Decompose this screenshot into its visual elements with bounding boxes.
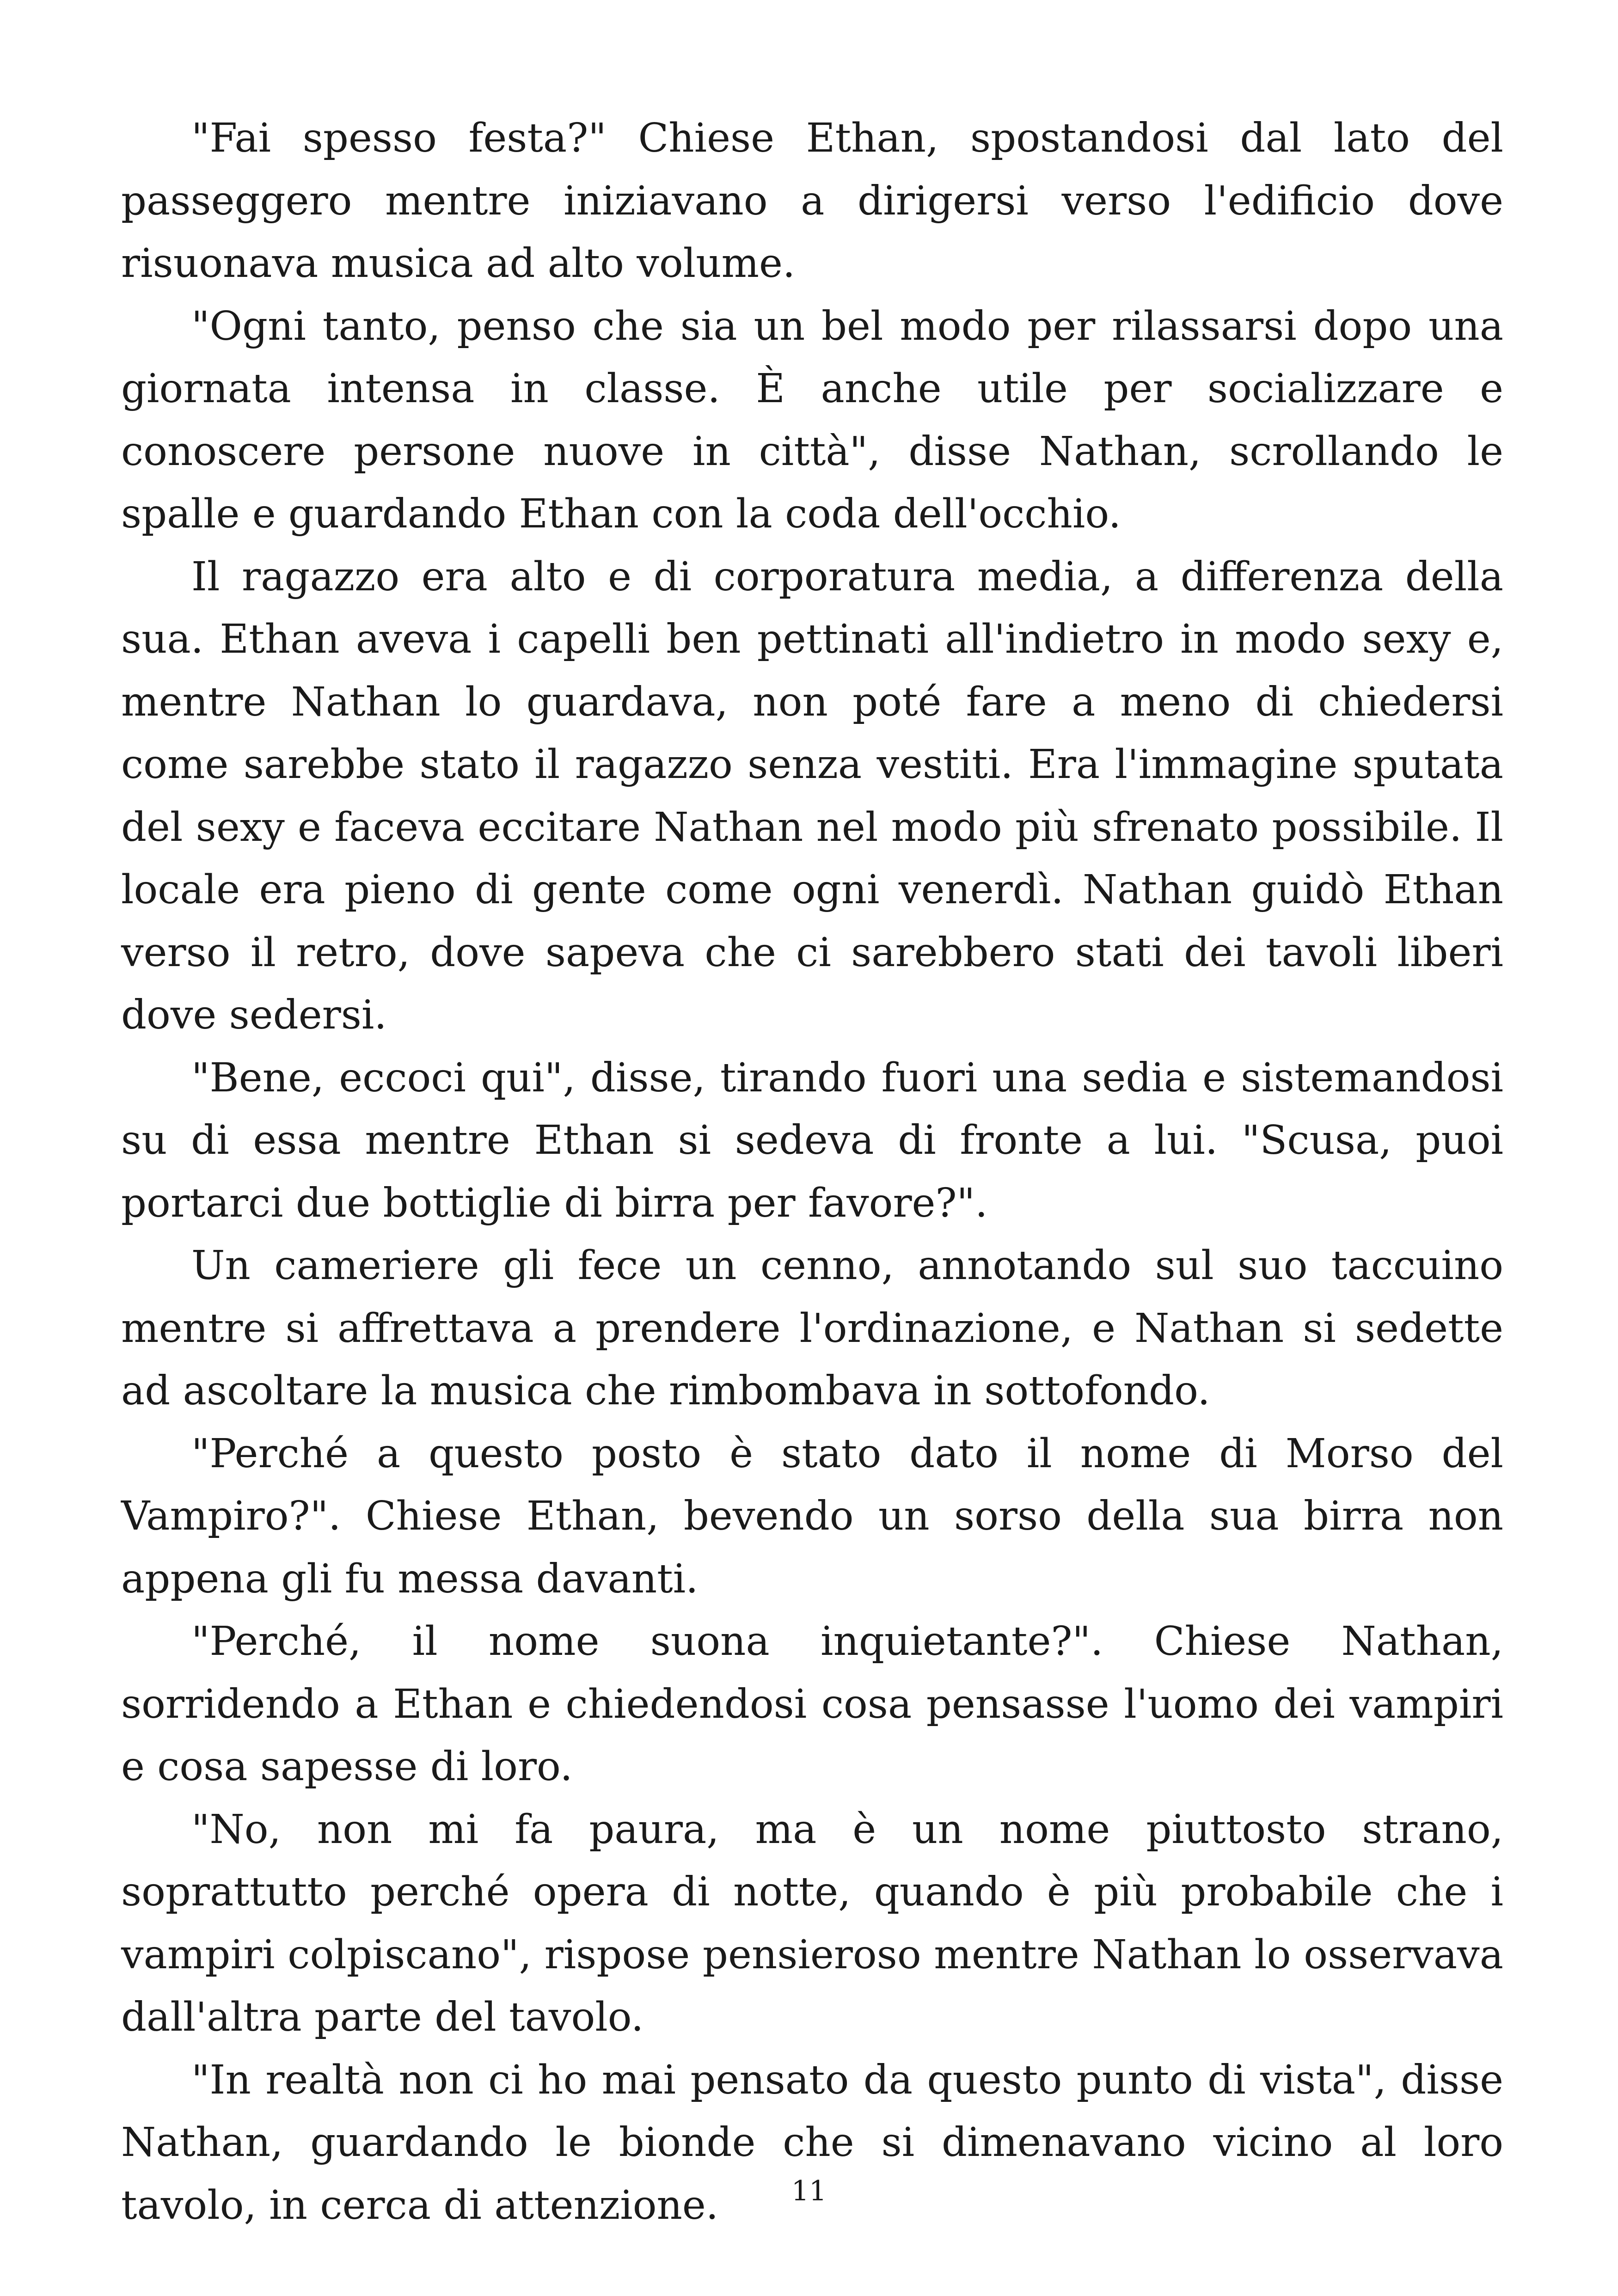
- paragraph: "Ogni tanto, penso che sia un bel modo per rilassarsi dopo una giornata intensa in classe. È anche utile per socializzare e conoscere persone nuove in città", disse Nathan, scrollando le spalle e guardando Ethan con la coda dell'occhio.: [121, 303, 1503, 537]
- body-text: [121, 107, 1503, 2237]
- paragraph: "No, non mi fa paura, ma è un nome piuttosto strano, soprattutto perché opera di notte, quando è più probabile che i vampiri colpiscano", rispose pensieroso mentre Nathan lo osservava dall'altra parte del tavolo.: [121, 1806, 1503, 2040]
- paragraph: Un cameriere gli fece un cenno, annotando sul suo taccuino mentre si affrettava a prendere l'ordinazione, e Nathan si sedette ad ascoltare la musica che rimbombava in sottofondo.: [121, 1243, 1503, 1414]
- paragraph: Il ragazzo era alto e di corporatura media, a differenza della sua. Ethan aveva i capelli ben pettinati all'indietro in modo sexy e, mentre Nathan lo guardava, non poté fare a meno di chiedersi come sarebbe stato il ragazzo senza vestiti. Era l'immagine sputata del sexy e faceva eccitare Nathan nel modo più sfrenato possibile. Il locale era pieno di gente come ogni venerdì. Nathan guidò Ethan verso il retro, dove sapeva che ci sarebbero stati dei tavoli liberi dove sedersi.: [121, 553, 1503, 1038]
- paragraph: "In realtà non ci ho mai pensato da questo punto di vista", disse Nathan, guardando le bionde che si dimenavano vicino al loro tavolo, in cerca di attenzione.: [121, 2057, 1503, 2229]
- page-number: 11: [791, 2175, 827, 2207]
- paragraph: "Bene, eccoci qui", disse, tirando fuori una sedia e sistemandosi su di essa mentre Ethan si sedeva di fronte a lui. "Scusa, puoi portarci due bottiglie di birra per favore?".: [121, 1054, 1503, 1226]
- paragraph: "Perché, il nome suona inquietante?". Chiese Nathan, sorridendo a Ethan e chiedendosi cosa pensasse l'uomo dei vampiri e cosa sapesse di loro.: [121, 1618, 1503, 1790]
- paragraph: "Fai spesso festa?" Chiese Ethan, spostandosi dal lato del passeggero mentre iniziavano a dirigersi verso l'edificio dove risuonava musica ad alto volume.: [121, 115, 1503, 287]
- paragraph: "Perché a questo posto è stato dato il nome di Morso del Vampiro?". Chiese Ethan, bevendo un sorso della sua birra non appena gli fu messa davanti.: [121, 1430, 1503, 1602]
